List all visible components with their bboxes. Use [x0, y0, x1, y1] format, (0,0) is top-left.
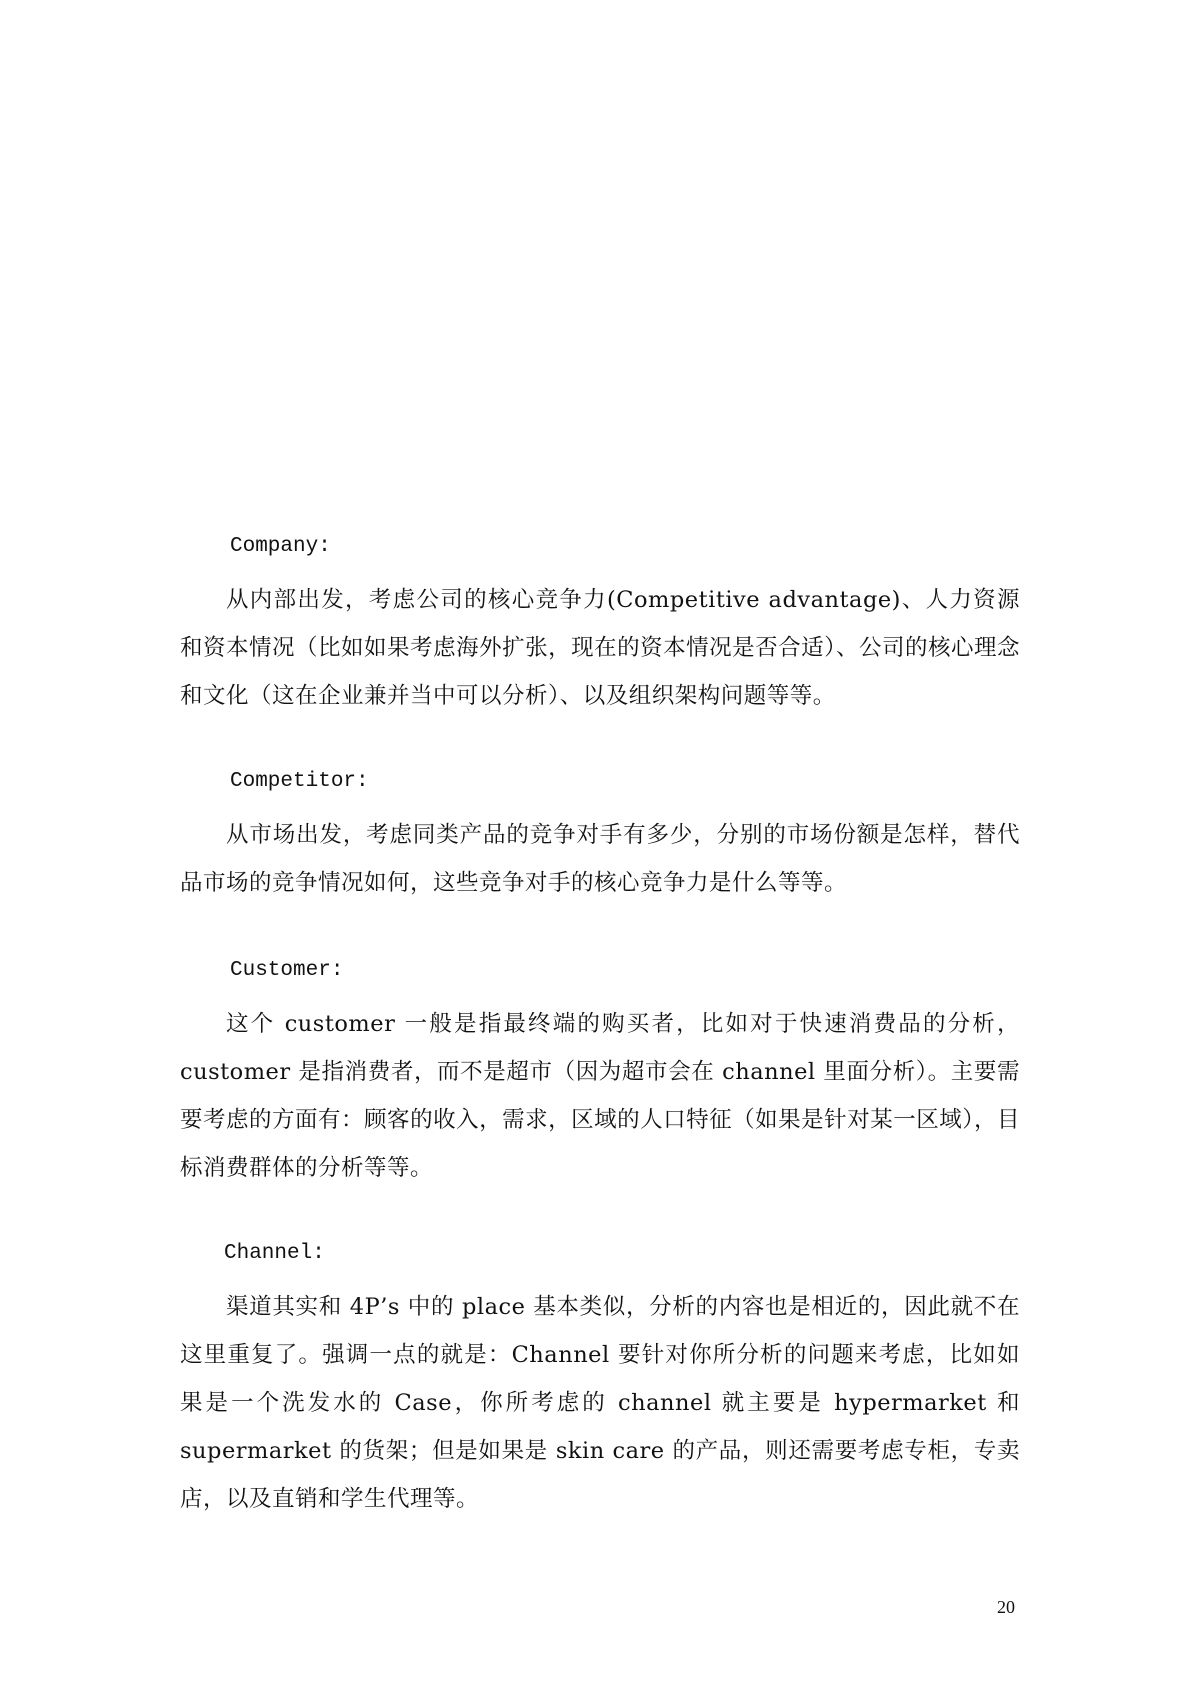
section-channel: [180, 1237, 1020, 1523]
section-customer: [180, 954, 1020, 1192]
section-company: [180, 530, 1020, 720]
section-body-company: 从内部出发，考虑公司的核心竞争力(Competitive advantage)、人力资源和资本情况（比如如果考虑海外扩张，现在的资本情况是否合适）、公司的核心理念和文化（这在企业兼并当中可以分析）、以及组织架构问题等等。: [180, 587, 1020, 709]
section-heading-competitor: Competitor:: [230, 770, 369, 793]
section-body-competitor: 从市场出发，考虑同类产品的竞争对手有多少，分别的市场份额是怎样，替代品市场的竞争情况如何，这些竞争对手的核心竞争力是什么等等。: [180, 822, 1020, 896]
section-heading-customer: Customer:: [230, 959, 344, 982]
page-number: 20: [997, 1597, 1015, 1617]
section-body-channel: 渠道其实和 4P’s 中的 place 基本类似，分析的内容也是相近的，因此就不在这里重复了。强调一点的就是：Channel 要针对你所分析的问题来考虑，比如如果是一个洗发水的 Case，你所考虑的 channel 就主要是 hypermarket 和 supermarket 的货架；但是如果是 skin care 的产品，则还需要考虑专柜，专卖店，以及直销和学生代理等。: [180, 1294, 1020, 1512]
section-heading-channel: Channel:: [224, 1242, 325, 1265]
section-heading-company: Company:: [230, 535, 331, 558]
section-competitor: [180, 765, 1020, 907]
section-body-customer: 这个 customer 一般是指最终端的购买者，比如对于快速消费品的分析，customer 是指消费者，而不是超市（因为超市会在 channel 里面分析）。主要需要考虑的方面有：顾客的收入，需求，区域的人口特征（如果是针对某一区域），目标消费群体的分析等等。: [180, 1011, 1020, 1181]
